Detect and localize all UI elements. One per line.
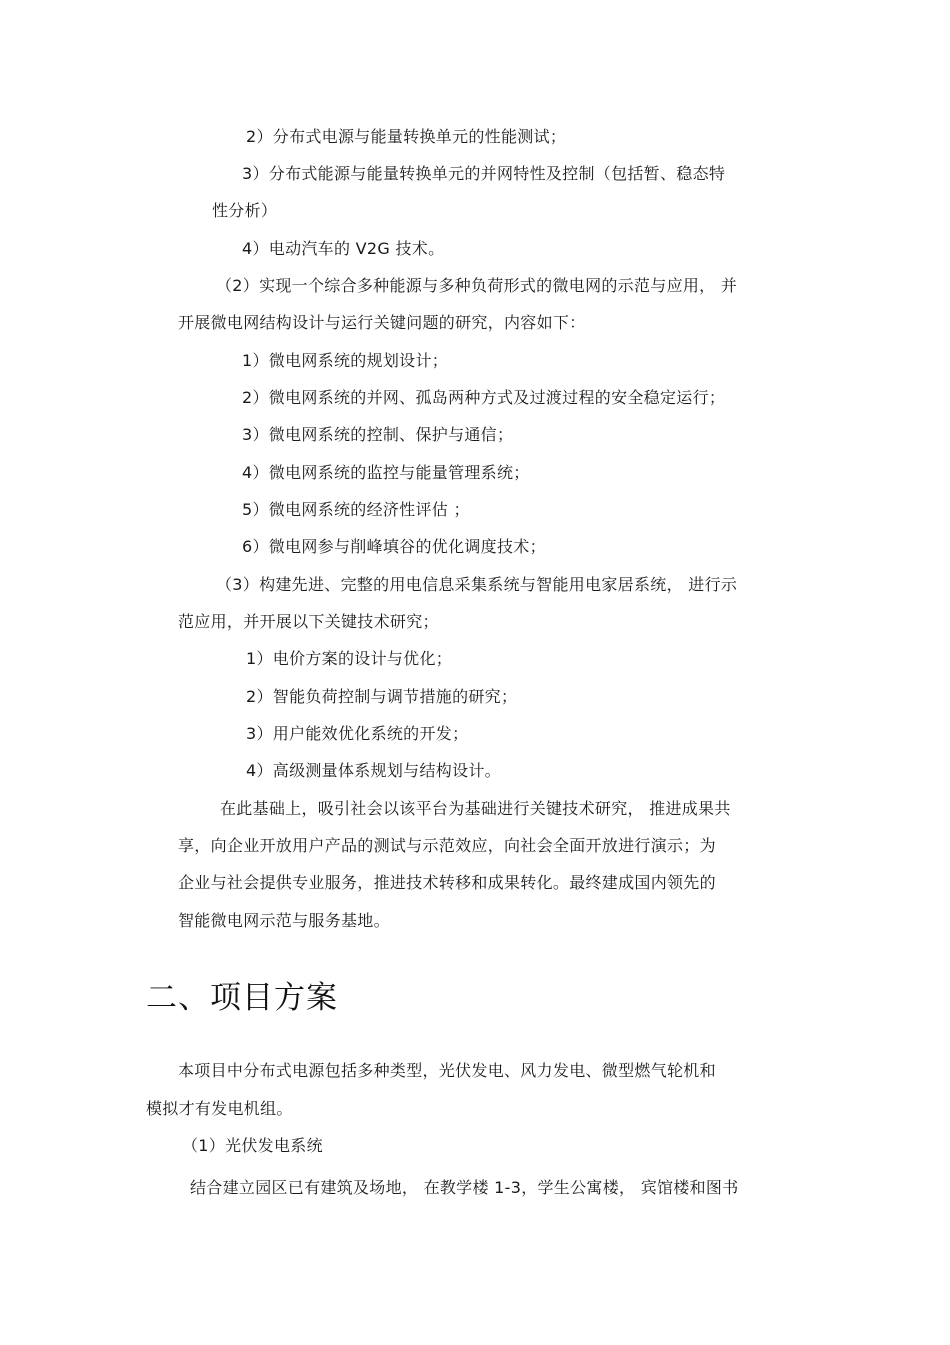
text-line: 开展微电网结构设计与运行关键问题的研究，内容如下： — [178, 313, 586, 332]
text-line: 5）微电网系统的经济性评估 ； — [242, 500, 470, 519]
text-line: 4）电动汽车的 V2G 技术。 — [242, 239, 445, 258]
text-line: 智能微电网示范与服务基地。 — [178, 911, 390, 930]
text-line: 模拟才有发电机组。 — [146, 1099, 293, 1118]
text-line: 企业与社会提供专业服务，推进技术转移和成果转化。最终建成国内领先的 — [178, 873, 716, 892]
text-line: 在此基础上，吸引社会以该平台为基础进行关键技术研究， 推进成果共 — [220, 799, 731, 818]
text-line: （3）构建先进、完整的用电信息采集系统与智能用电家居系统， 进行示 — [216, 575, 738, 594]
text-line: 3）分布式能源与能量转换单元的并网特性及控制（包括暂、稳态特 — [242, 164, 726, 183]
text-line: 性分析） — [212, 201, 278, 220]
text-line: 享，向企业开放用户产品的测试与示范效应，向社会全面开放进行演示；为 — [178, 836, 716, 855]
text-line: 4）微电网系统的监控与能量管理系统； — [242, 463, 530, 482]
text-line: 6）微电网参与削峰填谷的优化调度技术； — [242, 537, 546, 556]
text-line: （1）光伏发电系统 — [182, 1136, 323, 1155]
text-line: 本项目中分布式电源包括多种类型，光伏发电、风力发电、微型燃气轮机和 — [178, 1061, 716, 1080]
text-line: 2）分布式电源与能量转换单元的性能测试； — [246, 127, 567, 146]
text-line: 3）微电网系统的控制、保护与通信； — [242, 425, 514, 444]
text-line: 2）智能负荷控制与调节措施的研究； — [246, 687, 518, 706]
text-line: 4）高级测量体系规划与结构设计。 — [246, 761, 501, 780]
text-line: 1）微电网系统的规划设计； — [242, 351, 449, 370]
text-line: 结合建立园区已有建筑及场地， 在教学楼 1-3，学生公寓楼， 宾馆楼和图书 — [190, 1178, 739, 1197]
section-heading: 二、项目方案 — [146, 980, 338, 1016]
text-line: 1）电价方案的设计与优化； — [246, 649, 453, 668]
text-line: （2）实现一个综合多种能源与多种负荷形式的微电网的示范与应用， 并 — [216, 276, 738, 295]
text-line: 2）微电网系统的并网、孤岛两种方式及过渡过程的安全稳定运行； — [242, 388, 726, 407]
text-line: 3）用户能效优化系统的开发； — [246, 724, 469, 743]
text-line: 范应用，并开展以下关键技术研究； — [178, 612, 439, 631]
